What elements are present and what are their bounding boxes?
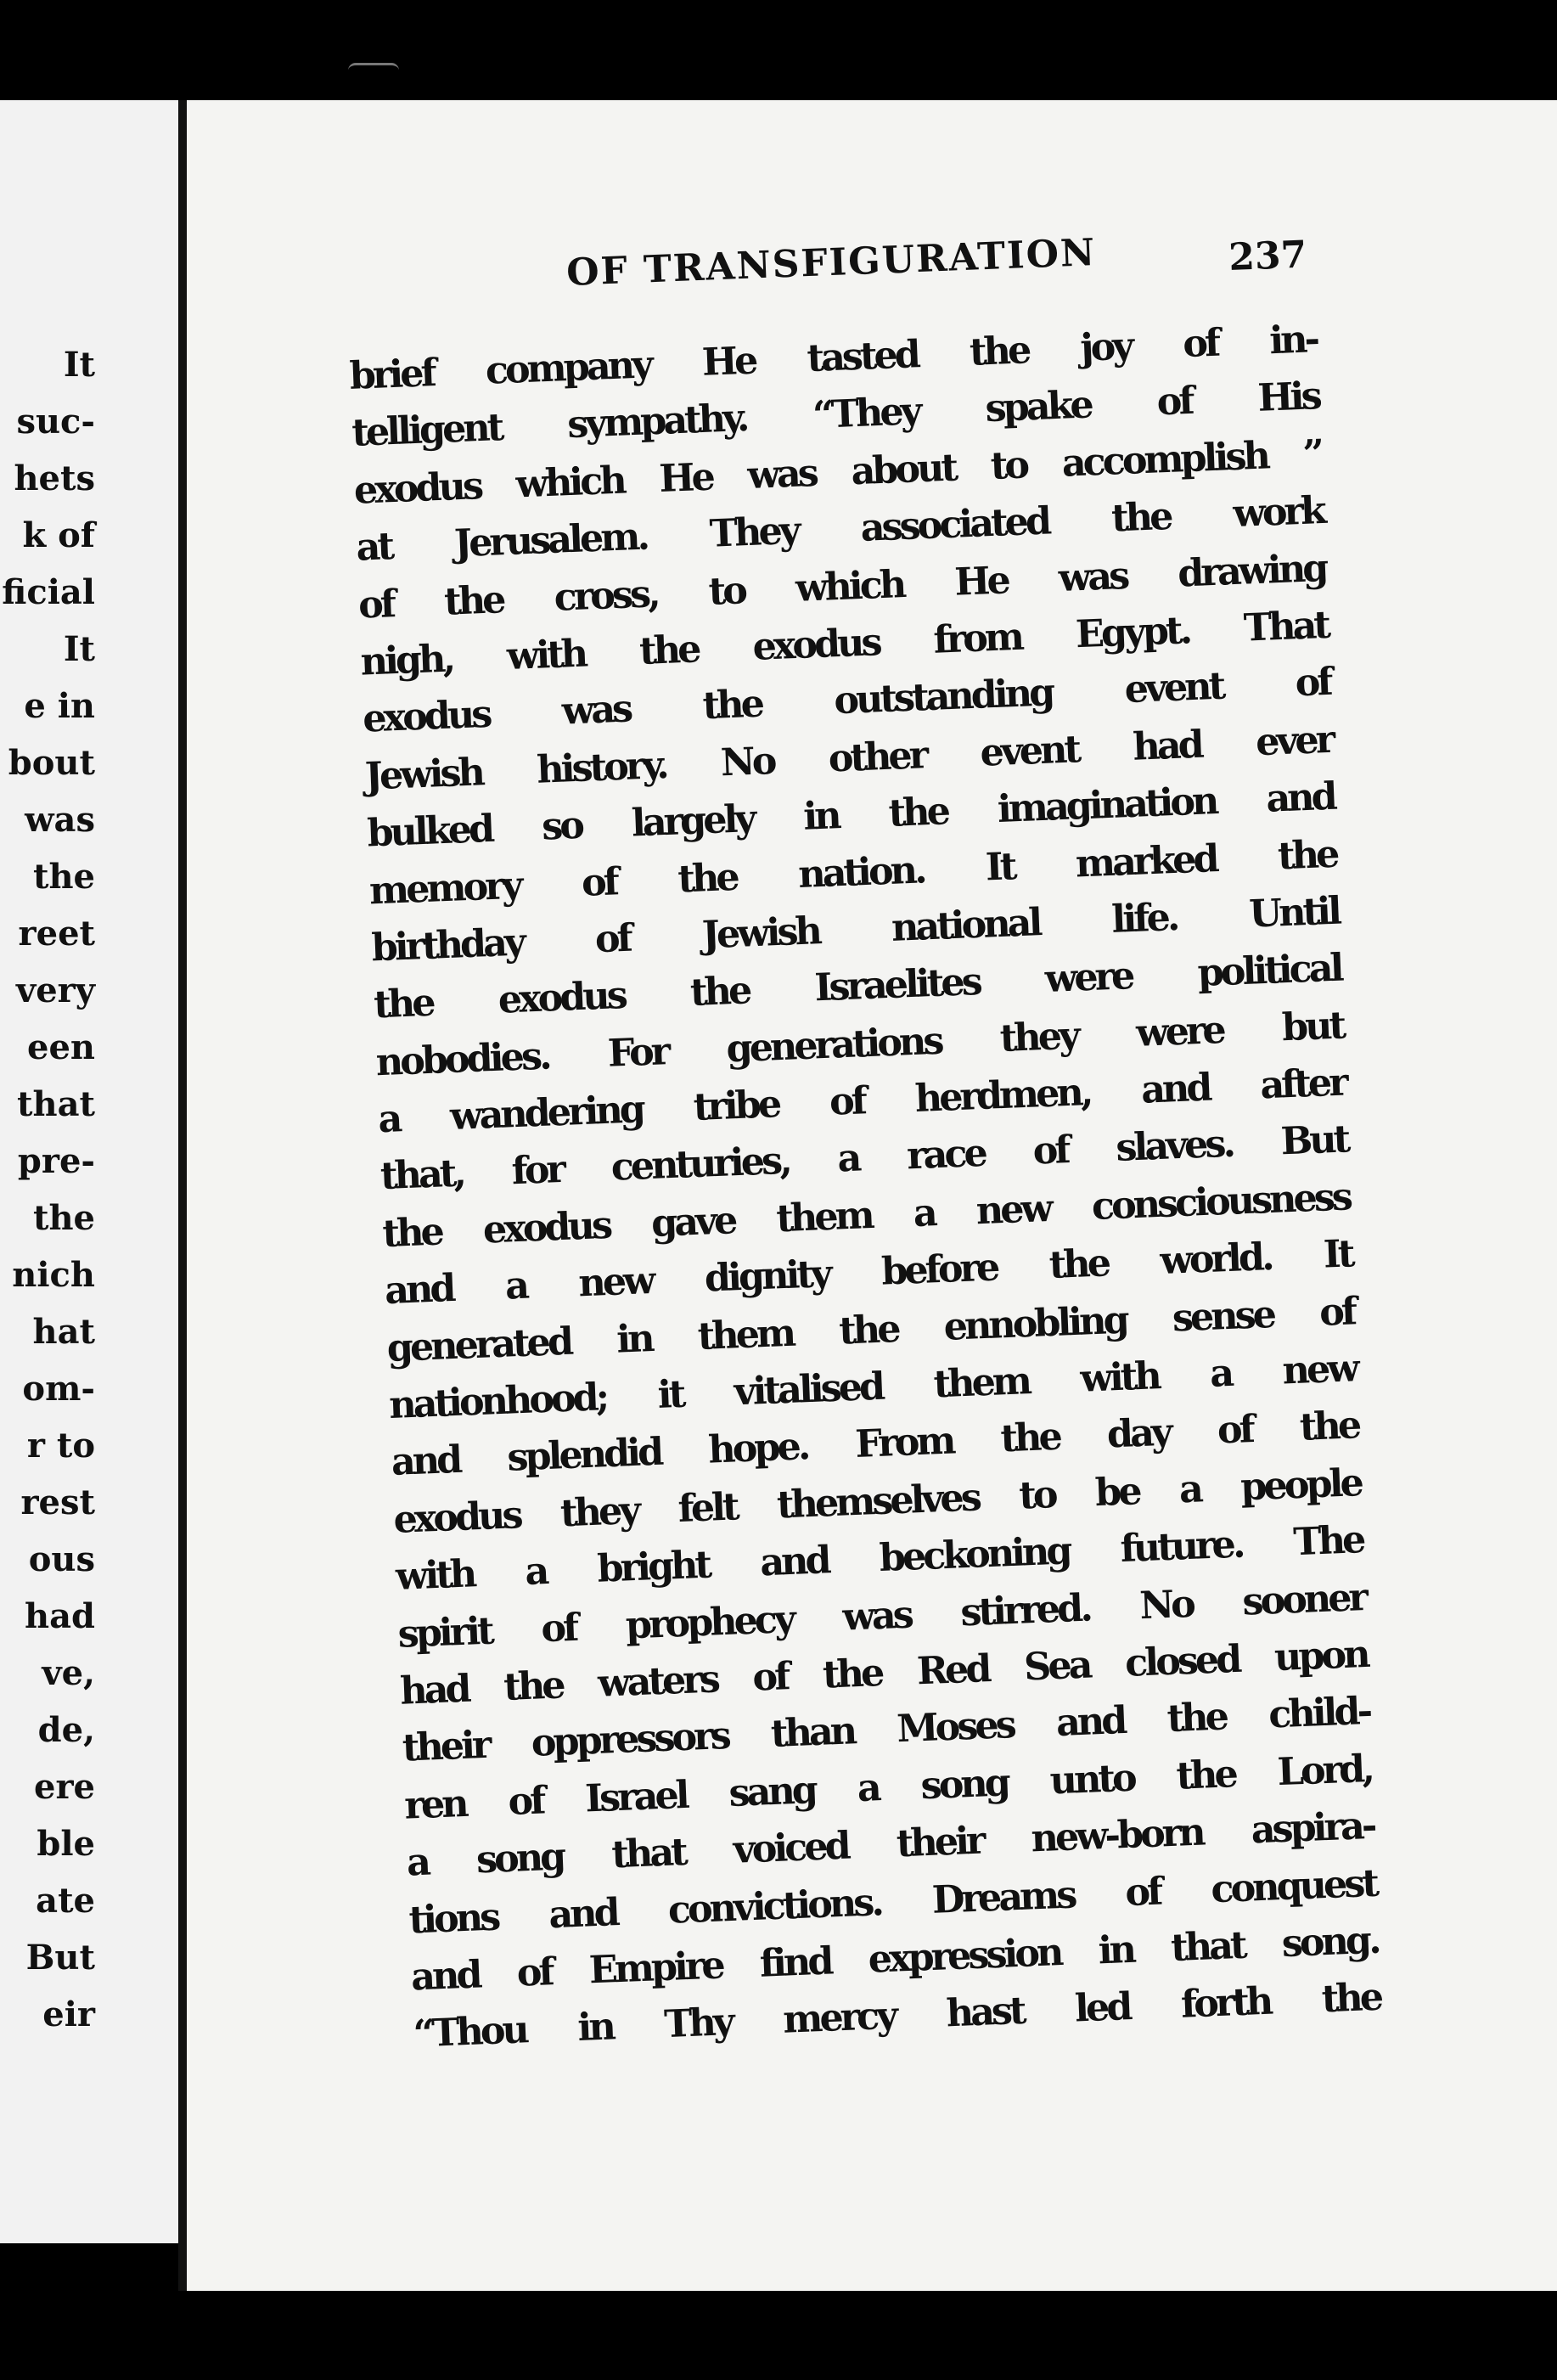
body-text-line: and splendid hope. From the day of the [390,1403,1360,1485]
left-page-line: had [25,1596,95,1636]
left-page-line: It [63,629,95,669]
body-text-line: nobodies. For generations they were but [374,1003,1344,1084]
left-page-line: eir [42,1995,95,2034]
body-text-line: of the cross, to which He was drawing [357,545,1327,627]
left-page-line: the [32,1198,95,1238]
body-text-line: had the waters of the Red Sea closed upon [399,1631,1369,1713]
body-text-line: the exodus gave them a new consciousness [381,1174,1351,1256]
left-page-line: suc- [16,402,95,442]
left-page-line: om- [22,1369,95,1409]
left-page-line: hat [32,1312,95,1352]
left-page-line: een [27,1027,95,1067]
body-text-line: exodus which He was about to accomplish ” [352,430,1323,513]
body-text-line: and of Empire find expression in that song. [410,1917,1380,2000]
left-page-line: nich [12,1255,95,1295]
left-page-line: k of [22,515,95,555]
body-text-line: Jewish history. No other event had ever [363,717,1334,799]
body-text-line: bulked so largely in the imagination and [366,774,1335,856]
left-page-line: ate [36,1881,95,1921]
left-page-line: the [32,857,95,897]
body-text-line: tions and convictions. Dreams of conquest [408,1860,1377,1943]
left-page-line: r to [26,1426,95,1466]
body-text-line: brief company He tasted the joy of in- [348,317,1318,398]
body-text-line: nationhood; it vitalised them with a new [388,1346,1357,1428]
left-page-line: e in [24,686,95,726]
left-page-line: rest [20,1483,95,1522]
body-text-line: the exodus the Israelites were political [373,945,1342,1027]
body-text-line: and a new dignity before the world. It [384,1231,1353,1314]
left-page-line: bout [8,743,95,783]
body-text-line: birthday of Jewish national life. Until [370,888,1340,971]
body-text-line: that, for centuries, a race of slaves. But [379,1117,1349,1199]
page-number: 237 [1228,233,1308,280]
left-page-line: very [15,971,95,1010]
body-text-line: telligent sympathy. “They spake of His [351,374,1320,456]
left-page-line: de, [37,1710,95,1750]
left-page-line: that [17,1084,95,1124]
binding-mark [348,63,399,70]
body-text-line: memory of the nation. It marked the [368,831,1338,913]
left-page-line: pre- [17,1141,95,1181]
left-page-text [2,336,95,2043]
body-text-line: spirit of prophecy was stirred. No sooner [396,1574,1366,1657]
right-page-content [345,211,1381,2063]
body-text [349,311,1382,2063]
left-page-line: ous [28,1539,95,1579]
running-title: OF TRANSFIGURATION [565,231,1098,295]
body-text-line: generated in them the ennobling sense of [385,1288,1355,1370]
left-page-line: ficial [2,572,95,612]
body-text-line: nigh, with the exodus from Egypt. That [359,602,1329,684]
left-page-line: ble [37,1824,95,1864]
left-page-line: ve, [42,1653,95,1693]
right-page [178,100,1557,2291]
left-page-line: reet [18,914,95,954]
body-text-line: at Jerusalem. They associated the work [355,488,1324,570]
body-text-line: ren of Israel sang a song unto the Lord, [403,1746,1373,1828]
left-page-line: It [63,345,95,385]
body-text-line: with a bright and beckoning future. The [395,1517,1364,1600]
body-text-line: exodus they felt themselves to be a people [392,1460,1362,1542]
body-text-line: a wandering tribe of herdmen, and after [377,1060,1346,1142]
body-text-line: their oppressors than Moses and the child- [401,1689,1371,1771]
body-text-line: “Thou in Thy mercy hast led forth the [412,1975,1381,2056]
left-page-line: was [25,800,95,840]
left-page-line: ere [34,1767,95,1807]
body-text-line: a song that voiced their new-born aspira- [406,1803,1375,1885]
left-page-line: But [25,1938,95,1978]
left-page-line: hets [14,459,95,498]
body-text-line: exodus was the outstanding event of [362,660,1331,741]
